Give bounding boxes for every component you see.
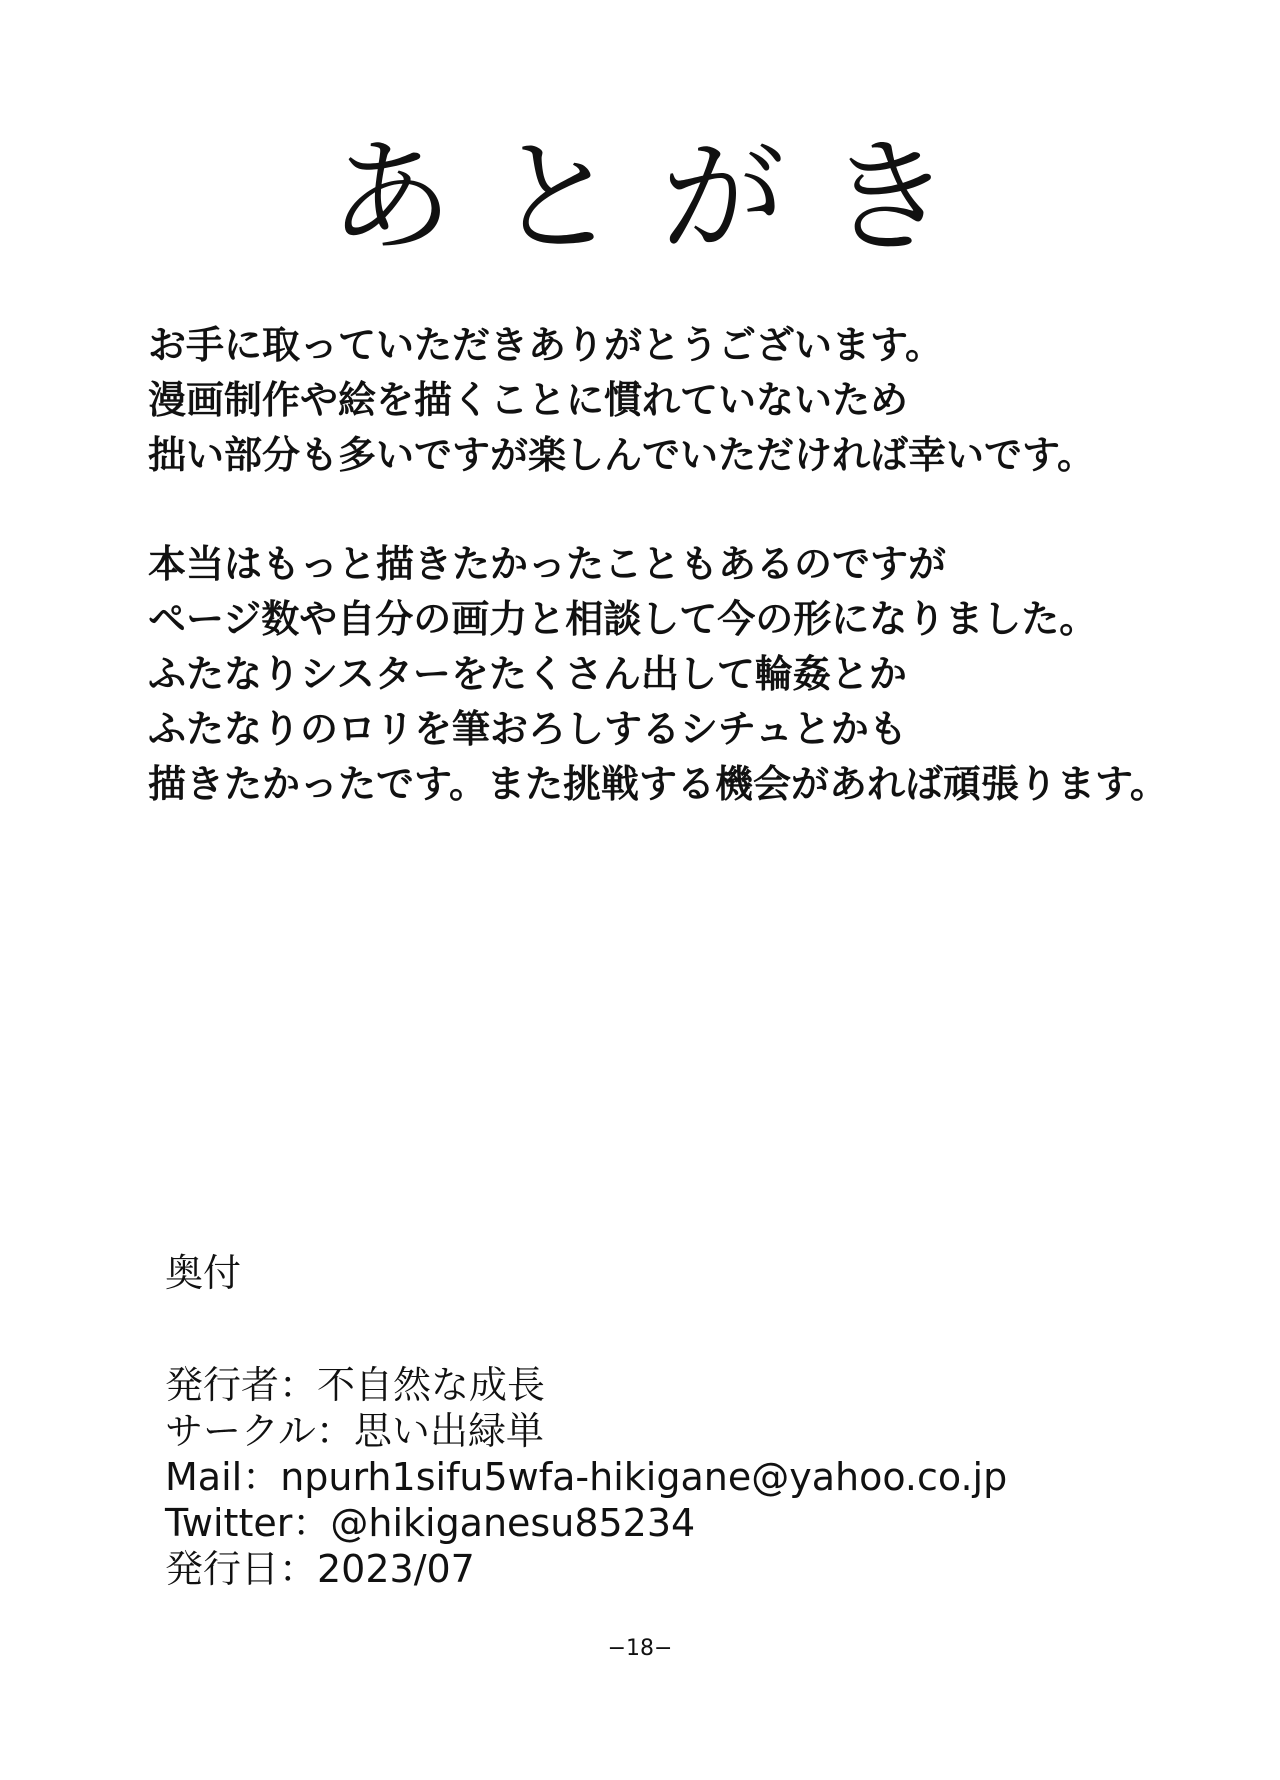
afterword-line: ふたなりのロリを筆おろしするシチュとかも [148,707,907,751]
afterword-line: ふたなりシスターをたくさん出して輪姦とか [148,652,907,696]
page-title: あとがき [328,126,993,270]
afterword-line: ページ数や自分の画力と相談して今の形になりました。 [148,597,1098,641]
colophon-publisher: 発行者：不自然な成長 [165,1363,546,1407]
colophon-date: 発行日：2023/07 [165,1547,475,1591]
page-number: −18− [607,1636,673,1661]
colophon-mail: Mail：npurh1sifu5wfa-hikigane@yahoo.co.jp [165,1455,1008,1499]
colophon-heading: 奥付 [165,1251,242,1295]
afterword-line: 拙い部分も多いですが楽しんでいただければ幸いです。 [148,433,1095,477]
afterword-body [148,318,1248,812]
colophon-twitter: Twitter：@hikiganesu85234 [165,1501,696,1545]
afterword-line: 本当はもっと描きたかったこともあるのですが [148,542,947,586]
colophon-circle: サークル：思い出緑単 [165,1409,544,1453]
paragraph-spacer [148,483,1248,537]
afterword-line: お手に取っていただきありがとうございます。 [148,323,943,367]
afterword-line: 描きたかったです。また挑戦する機会があれば頑張ります。 [148,762,1168,806]
colophon [165,1248,1225,1592]
afterword-line: 漫画制作や絵を描くことに慣れていないため [148,378,909,422]
colophon-spacer [165,1298,1225,1362]
